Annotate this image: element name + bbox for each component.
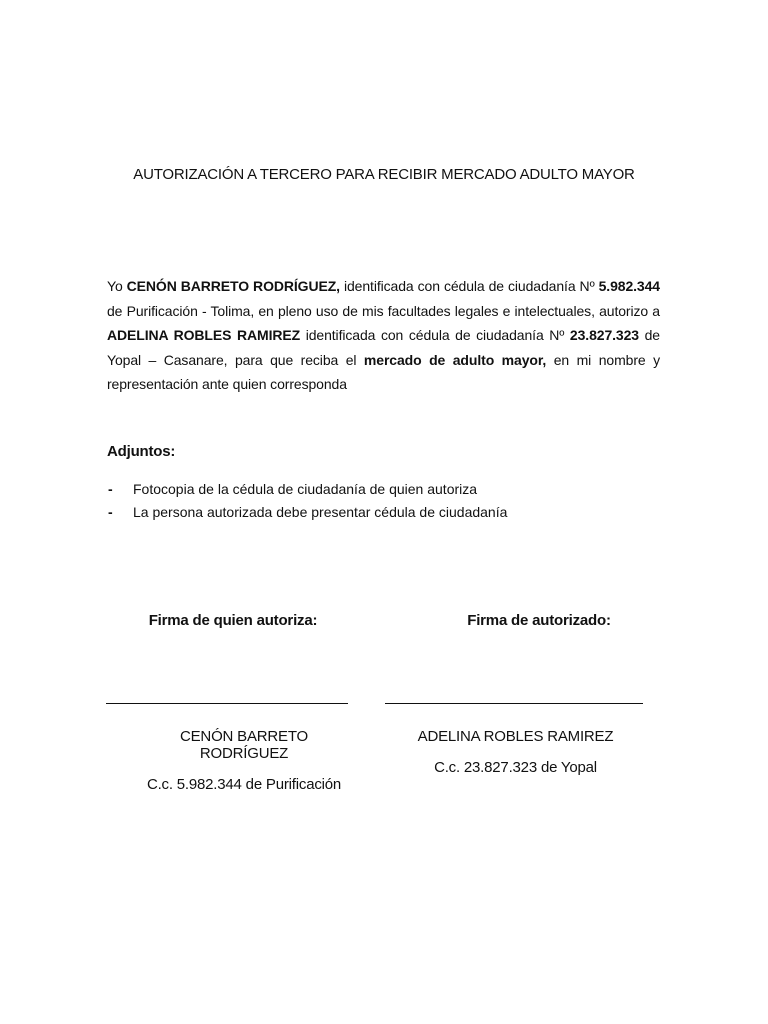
attachments-heading: Adjuntos: bbox=[107, 443, 176, 460]
signature-line bbox=[106, 703, 348, 704]
body-text: de Yopal – Casanare, para que reciba el bbox=[107, 327, 660, 368]
authorizer-signature-block bbox=[106, 612, 348, 793]
bullet-dash: - bbox=[108, 504, 113, 520]
body-text: de Purificación - Tolima, en pleno uso de mis facultades legales e intelectuales, autorizo a bbox=[107, 302, 660, 319]
signature-line bbox=[385, 703, 643, 704]
authorizer-name: CENÓN BARRETO RODRÍGUEZ, bbox=[126, 278, 340, 294]
attachments-list bbox=[107, 478, 667, 524]
authorizer-id-number: 5.982.344 bbox=[598, 278, 660, 294]
list-item-text: La persona autorizada debe presentar cédula de ciudadanía bbox=[133, 504, 508, 520]
authorization-paragraph bbox=[107, 274, 660, 397]
list-item bbox=[107, 501, 667, 524]
list-item bbox=[107, 478, 667, 501]
market-term: mercado de adulto mayor, bbox=[363, 351, 547, 368]
signer-name: CENÓN BARRETO RODRÍGUEZ bbox=[180, 728, 308, 762]
authorized-name: ADELINA ROBLES RAMIREZ bbox=[107, 327, 301, 343]
signer-id: C.c. 23.827.323 de Yopal bbox=[434, 759, 597, 776]
body-text: en mi nombre y representación ante quien corresponda bbox=[107, 351, 660, 392]
signer-id: C.c. 5.982.344 de Purificación bbox=[146, 776, 342, 793]
body-text: Yo bbox=[107, 278, 127, 294]
signer-name: ADELINA ROBLES RAMIREZ bbox=[417, 728, 614, 745]
authorized-id-number: 23.827.323 bbox=[569, 327, 639, 343]
list-item-text: Fotocopia de la cédula de ciudadanía de quien autoriza bbox=[133, 481, 478, 497]
bullet-dash: - bbox=[108, 481, 113, 497]
authorized-signature-block bbox=[385, 612, 643, 776]
document-title: AUTORIZACIÓN A TERCERO PARA RECIBIR MERCADO ADULTO MAYOR bbox=[133, 166, 635, 183]
signature-label: Firma de autorizado: bbox=[467, 612, 611, 629]
body-text: identificada con cédula de ciudadanía Nº bbox=[339, 278, 599, 294]
signature-label: Firma de quien autoriza: bbox=[148, 612, 318, 629]
body-text: identificada con cédula de ciudadanía Nº bbox=[300, 327, 570, 343]
